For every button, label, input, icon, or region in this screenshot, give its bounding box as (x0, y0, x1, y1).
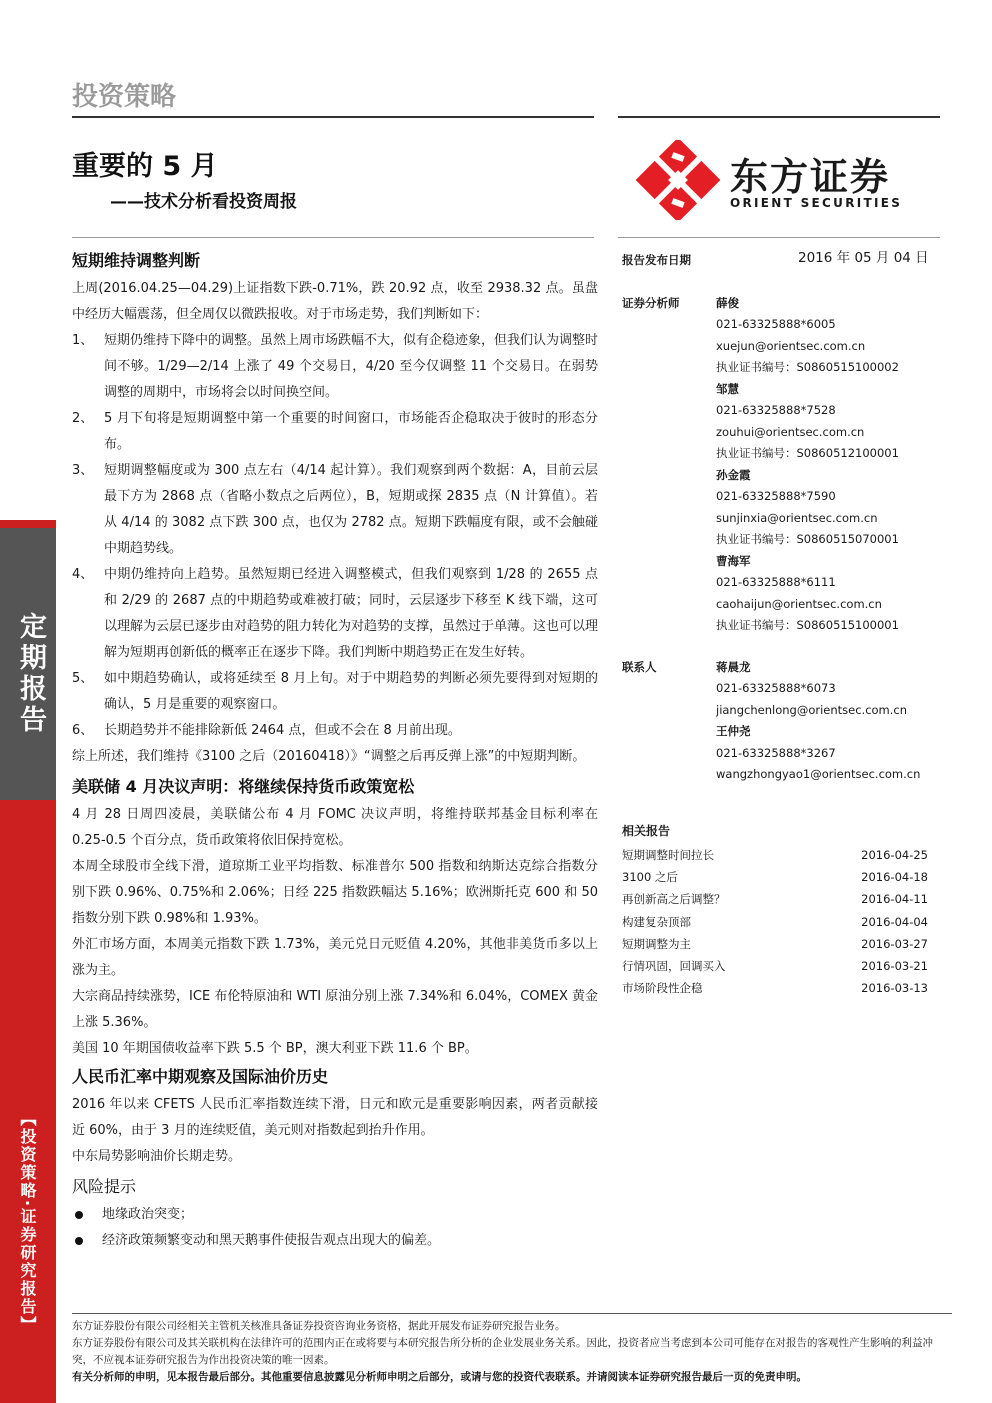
disclaimer-line: 东方证券股份有限公司经相关主管机关核准具备证券投资咨询业务资格，据此开展发布证券研究报告业务。 (72, 1320, 566, 1332)
logo-name-en: ORIENT SECURITIES (730, 196, 903, 210)
list-text: 中期仍维持向上趋势。虽然短期已经进入调整模式，但我们观察到 1/28 的 2655 点和 2/29 的 2687 点的中期趋势或难被打破；同时，云层逐步下移至 K 线下端，这可以理解为云层已逐步由对趋势的阻力转化为对趋势的支撑，虽然过于单薄。这也可以理解为短期再创新低的概率正在逐步下降。我们判断中期趋势正在发生好转。 (104, 567, 599, 660)
related-report-date: 2016-04-04 (861, 914, 928, 929)
publish-date-row (622, 250, 942, 272)
list-text: 短期调整幅度或为 300 点左右（4/14 起计算）。我们观察到两个数据：A，目前云层最下方为 2868 点（省略小数点之后两位），B，短期或探 2835 点（N 计算值）。若从 4/14 的 3082 点下跌 300 点，也仅为 2782 点。短期下跌幅度有限，或不会触碰中期趋势线。 (104, 463, 598, 556)
related-report-title: 行情巩固，回调买入 (622, 958, 726, 973)
analyst-phone: 021-63325888*6005 (716, 317, 836, 331)
section-heading: 短期维持调整判断 (72, 251, 201, 270)
bullet-icon (75, 1211, 83, 1219)
related-report-date: 2016-03-27 (861, 936, 928, 951)
divider (618, 237, 940, 238)
list-number: 2、 (72, 411, 94, 426)
divider (72, 116, 594, 118)
analyst-email[interactable]: zouhui@orientsec.com.cn (716, 424, 865, 439)
section-summary: 综上所述，我们维持《3100 之后（20160418）》“调整之后再反弹上涨”的中短期判断。 (72, 749, 586, 764)
list-item (72, 1202, 598, 1228)
paragraph: 2016 年以来 CFETS 人民币汇率指数连续下滑，日元和欧元是重要影响因素，两者贡献接近 60%，由于 3 月的连续贬值，美元则对指数起到抬升作用。 (72, 1097, 598, 1138)
report-title: 重要的 5 月 (72, 151, 218, 182)
related-report-date: 2016-04-11 (861, 892, 928, 907)
bullet-icon (75, 1237, 83, 1245)
side-band-red-strip (0, 520, 56, 528)
paragraph: 美国 10 年期国债收益率下跌 5.5 个 BP，澳大利亚下跌 11.6 个 BP。 (72, 1041, 478, 1056)
list-text: 经济政策频繁变动和黑天鹅事件使报告观点出现大的偏差。 (102, 1233, 441, 1248)
contact-name: 蒋晨龙 (716, 659, 751, 674)
related-report-item[interactable] (622, 933, 928, 955)
related-report-title: 市场阶段性企稳 (622, 981, 703, 996)
analyst-name: 孙金霞 (716, 467, 751, 482)
analyst-name: 邹慧 (716, 381, 739, 396)
analyst-email[interactable]: xuejun@orientsec.com.cn (716, 338, 866, 353)
report-type-label: 定期报告 (15, 612, 46, 736)
list-item (72, 406, 598, 458)
paragraph: 大宗商品持续涨势，ICE 布伦特原油和 WTI 原油分别上涨 7.34%和 6.04%，COMEX 黄金上涨 5.36%。 (72, 989, 598, 1030)
list-item (72, 562, 598, 666)
analyst-cert: 执业证书编号：S0860515070001 (716, 532, 899, 546)
related-report-date: 2016-03-13 (861, 981, 928, 996)
footer-divider (72, 1313, 952, 1314)
related-reports-title: 相关报告 (622, 824, 671, 838)
list-item (72, 666, 598, 718)
disclaimer-footer (72, 1318, 952, 1386)
related-report-item[interactable] (622, 844, 928, 866)
section-intro: 上周(2016.04.25—04.29)上证指数下跌-0.71%，跌 20.92 点，收至 2938.32 点。虽盘中经历大幅震荡，但全周仅以微跌报收。对于市场走势，我们判断如下： (72, 281, 598, 322)
logo-name-cn: 东方证券 (730, 155, 891, 199)
list-text: 地缘政治突变； (102, 1207, 194, 1222)
related-report-date: 2016-04-25 (861, 848, 928, 862)
paragraph: 外汇市场方面，本周美元指数下跌 1.73%，美元兑日元贬值 4.20%，其他非美货币多以上涨为主。 (72, 937, 598, 978)
analyst-cert: 执业证书编号：S0860515100002 (716, 360, 899, 374)
analyst-email[interactable]: sunjinxia@orientsec.com.cn (716, 510, 878, 525)
side-band-report-category (0, 800, 56, 1403)
divider (618, 116, 940, 118)
list-text: 如中期趋势确认，或将延续至 8 月上旬。对于中期趋势的判断必须先要得到对短期的确认，5 月是重要的观察窗口。 (104, 671, 598, 712)
analyst-name: 薛俊 (716, 295, 739, 310)
related-report-title: 再创新高之后调整？ (622, 892, 726, 907)
related-report-date: 2016-04-18 (861, 870, 928, 885)
analyst-cert: 执业证书编号：S0860515100001 (716, 618, 899, 632)
analyst-phone: 021-63325888*7590 (716, 489, 836, 503)
analyst-cert: 执业证书编号：S0860512100001 (716, 446, 899, 460)
list-text: 5 月下旬将是短期调整中第一个重要的时间窗口，市场能否企稳取决于彼时的形态分布。 (104, 411, 598, 452)
report-info-sidebar (622, 250, 942, 786)
related-report-item[interactable] (622, 888, 928, 910)
company-logo (636, 140, 926, 220)
section-heading: 美联储 4 月决议声明：将继续保持货币政策宽松 (72, 777, 415, 796)
list-text: 短期仍维持下降中的调整。虽然上周市场跌幅不大，似有企稳迹象，但我们认为调整时间不够。1/29—2/14 上涨了 49 个交易日，4/20 至今仅调整 11 个交易日。在弱势调整的周期中，市场将会以时间换空间。 (104, 333, 599, 400)
contact-phone: 021-63325888*6073 (716, 681, 836, 695)
contact-email[interactable]: wangzhongyao1@orientsec.com.cn (716, 767, 921, 781)
category-title: 投资策略 (72, 82, 177, 112)
paragraph: 中东局势影响油价长期走势。 (72, 1149, 242, 1164)
list-number: 4、 (72, 567, 94, 582)
related-report-title: 短期调整时间拉长 (622, 848, 714, 862)
list-number: 1、 (72, 333, 94, 348)
related-report-title: 短期调整为主 (622, 936, 691, 951)
related-report-title: 构建复杂顶部 (622, 914, 691, 929)
side-band-report-type (0, 528, 56, 800)
related-report-title: 3100 之后 (622, 870, 678, 885)
list-item (72, 1228, 598, 1254)
analyst-label: 证券分析师 (622, 295, 680, 310)
related-report-item[interactable] (622, 977, 928, 999)
main-content (72, 248, 598, 1254)
analyst-email[interactable]: caohaijun@orientsec.com.cn (716, 596, 882, 611)
contact-email[interactable]: jiangchenlong@orientsec.com.cn (716, 702, 908, 717)
disclaimer-line: 有关分析师的申明，见本报告最后部分。其他重要信息披露见分析师申明之后部分，或请与您的投资代表联系。并请阅读本证券研究报告最后一页的免责申明。 (72, 1371, 807, 1383)
analyst-name: 曹海军 (716, 553, 751, 568)
list-number: 6、 (72, 723, 94, 738)
publish-date-label: 报告发布日期 (622, 253, 691, 267)
related-report-item[interactable] (622, 955, 928, 977)
contact-phone: 021-63325888*3267 (716, 745, 836, 760)
related-reports-list (622, 844, 928, 999)
paragraph: 4 月 28 日周四凌晨，美联储公布 4 月 FOMC 决议声明，将维持联邦基金目标利率在 0.25-0.5 个百分点，货币政策将依旧保持宽松。 (72, 807, 598, 848)
analyst-phone: 021-63325888*7528 (716, 403, 836, 417)
contact-name: 王仲尧 (716, 724, 751, 738)
list-text: 长期趋势并不能排除新低 2464 点，但或不会在 8 月前出现。 (104, 723, 461, 738)
related-report-item[interactable] (622, 866, 928, 888)
analyst-phone: 021-63325888*6111 (716, 575, 836, 589)
section-heading: 风险提示 (72, 1177, 137, 1196)
list-item (72, 458, 598, 562)
list-item (72, 328, 598, 406)
publish-date: 2016 年 05 月 04 日 (798, 250, 929, 266)
related-report-item[interactable] (622, 911, 928, 933)
contact-row (622, 657, 942, 679)
disclaimer-line: 东方证券股份有限公司及其关联机构在法律许可的范围内正在或将要与本研究报告所分析的企业发展业务关系。因此，投资者应当考虑到本公司可能存在对报告的客观性产生影响的利益冲突，不应视本证券研究报告为作出投资决策的唯一因素。 (72, 1337, 933, 1366)
analyst-row (622, 293, 942, 315)
contact-label: 联系人 (622, 659, 657, 674)
report-category-label: 【投资策略·证券研究报告】 (18, 1110, 37, 1335)
orient-logo-icon (636, 140, 720, 220)
list-item (72, 718, 598, 744)
related-report-date: 2016-03-21 (861, 958, 928, 973)
section-heading: 人民币汇率中期观察及国际油价历史 (72, 1067, 329, 1086)
paragraph: 本周全球股市全线下滑，道琼斯工业平均指数、标准普尔 500 指数和纳斯达克综合指数分别下跌 0.96%、0.75%和 2.06%；日经 225 指数跌幅达 5.16%；欧洲斯托克 600 和 50 指数分别下跌 0.98%和 1.93%。 (72, 859, 598, 926)
divider (72, 237, 594, 238)
report-subtitle: ——技术分析看投资周报 (110, 192, 297, 212)
list-number: 3、 (72, 463, 94, 478)
list-number: 5、 (72, 671, 94, 686)
